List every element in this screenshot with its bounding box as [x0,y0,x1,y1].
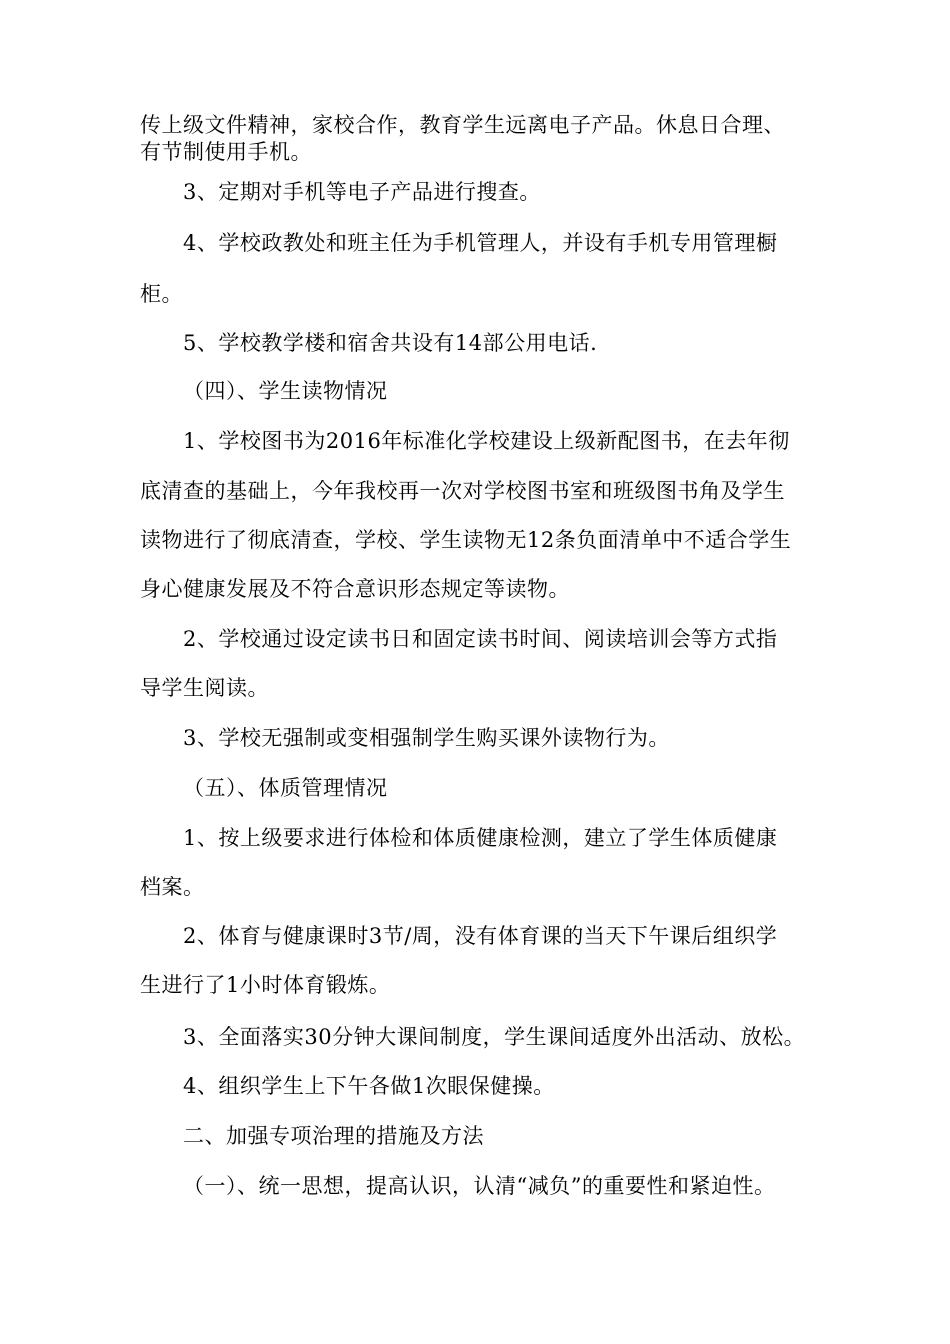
text-line: 传上级文件精神，家校合作，教育学生远离电子产品。休息日合理、 [140,113,785,137]
section-heading: （四）、学生读物情况 [183,379,388,403]
text-line: 1、按上级要求进行体检和体质健康检测，建立了学生体质健康 [183,826,778,850]
text-line: 1、学校图书为2016年标准化学校建设上级新配图书，在去年彻 [183,429,790,453]
text-line: 有节制使用手机。 [140,140,312,164]
text-line: 4、组织学生上下午各做1次眼保健操。 [183,1074,555,1098]
text-line: 2、学校通过设定读书日和固定读书时间、阅读培训会等方式指 [183,627,778,651]
text-line: 导学生阅读。 [140,676,269,700]
text-line: 生进行了1小时体育锻炼。 [140,973,391,997]
section-heading: （五）、体质管理情况 [183,776,388,800]
section-heading: （一）、统一思想，提高认识，认清“减负”的重要性和紧迫性。 [183,1174,776,1198]
text-line: 3、学校无强制或变相强制学生购买课外读物行为。 [183,726,670,750]
text-line: 读物进行了彻底清查，学校、学生读物无12条负面清单中不适合学生 [140,528,792,552]
text-line: 3、定期对手机等电子产品进行搜查。 [183,180,541,204]
text-line: 4、学校政教处和班主任为手机管理人，并设有手机专用管理橱 [183,231,778,255]
section-heading: 二、加强专项治理的措施及方法 [183,1124,484,1148]
text-line: 5、学校教学楼和宿舍共设有14部公用电话. [183,331,598,355]
text-line: 2、体育与健康课时3节/周，没有体育课的当天下午课后组织学 [183,924,778,948]
text-line: 柜。 [140,282,183,306]
text-line: 档案。 [140,875,205,899]
text-line: 3、全面落实30分钟大课间制度，学生课间适度外出活动、放松。 [183,1025,806,1049]
text-line: 身心健康发展及不符合意识形态规定等读物。 [140,577,570,601]
text-line: 底清查的基础上，今年我校再一次对学校图书室和班级图书角及学生 [140,479,785,503]
